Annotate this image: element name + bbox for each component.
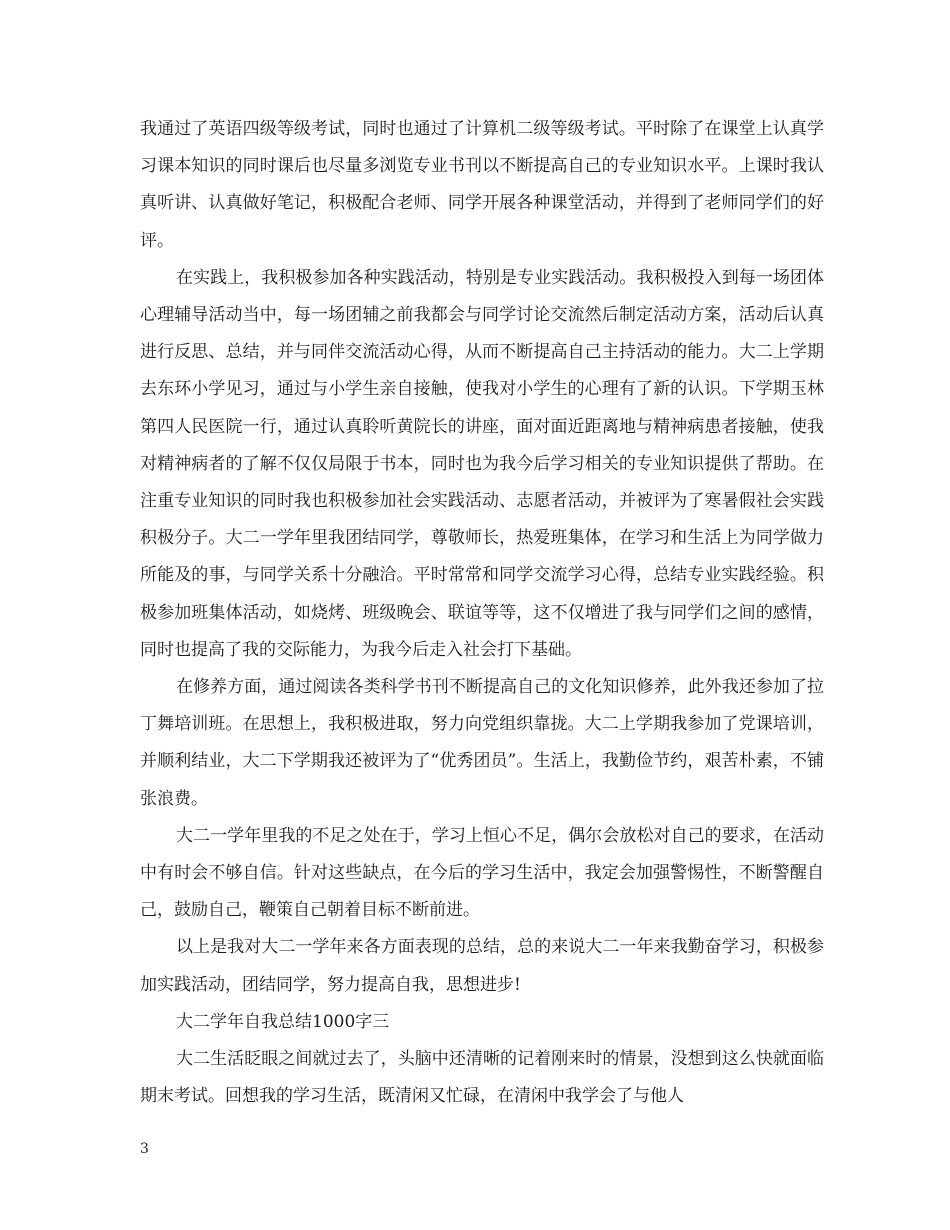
paragraph-1: 我通过了英语四级等级考试，同时也通过了计算机二级等级考试。平时除了在课堂上认真学习课本知识的同时课后也尽量多浏览专业书刊以不断提高自己的专业知识水平。上课时我认真听讲、认真做好笔记，积极配合老师、同学开展各种课堂活动，并得到了老师同学们的好评。 bbox=[140, 119, 824, 251]
document-body bbox=[140, 111, 824, 1115]
section-heading: 大二学年自我总结1000字三 bbox=[176, 1011, 390, 1032]
paragraph-3: 在修养方面，通过阅读各类科学书刊不断提高自己的文化知识修养，此外我还参加了拉丁舞培训班。在思想上，我积极进取，努力向党组织靠拢。大二上学期我参加了党课培训，并顺利结业，大二下学期我还被评为了“优秀团员”。生活上，我勤俭节约，艰苦朴素，不铺张浪费。 bbox=[140, 677, 824, 809]
paragraph-6: 大二生活眨眼之间就过去了，头脑中还清晰的记着刚来时的情景，没想到这么快就面临期末考试。回想我的学习生活，既清闲又忙碌，在清闲中我学会了与他人 bbox=[140, 1049, 824, 1107]
paragraph-4: 大二一学年里我的不足之处在于，学习上恒心不足，偶尔会放松对自己的要求，在活动中有时会不够自信。针对这些缺点，在今后的学习生活中，我定会加强警惕性，不断警醒自己，鼓励自己，鞭策自己朝着目标不断前进。 bbox=[140, 825, 824, 921]
paragraph-5: 以上是我对大二一学年来各方面表现的总结，总的来说大二一年来我勤奋学习，积极参加实践活动，团结同学，努力提高自我，思想进步! bbox=[140, 937, 824, 995]
page-number: 3 bbox=[140, 1141, 149, 1157]
paragraph-2: 在实践上，我积极参加各种实践活动，特别是专业实践活动。我积极投入到每一场团体心理辅导活动当中，每一场团辅之前我都会与同学讨论交流然后制定活动方案，活动后认真进行反思、总结，并与同伴交流活动心得，从而不断提高自己主持活动的能力。大二上学期去东环小学见习，通过与小学生亲自接触，使我对小学生的心理有了新的认识。下学期玉林第四人民医院一行，通过认真聆听黄院长的讲座，面对面近距离地与精神病患者接触，使我对精神病者的了解不仅仅局限于书本，同时也为我今后学习相关的专业知识提供了帮助。在注重专业知识的同时我也积极参加社会实践活动、志愿者活动，并被评为了寒暑假社会实践积极分子。大二一学年里我团结同学，尊敬师长，热爱班集体，在学习和生活上为同学做力所能及的事，与同学关系十分融洽。平时常常和同学交流学习心得，总结专业实践经验。积极参加班集体活动，如烧烤、班级晚会、联谊等等，这不仅增进了我与同学们之间的感情，同时也提高了我的交际能力，为我今后走入社会打下基础。 bbox=[140, 267, 824, 660]
